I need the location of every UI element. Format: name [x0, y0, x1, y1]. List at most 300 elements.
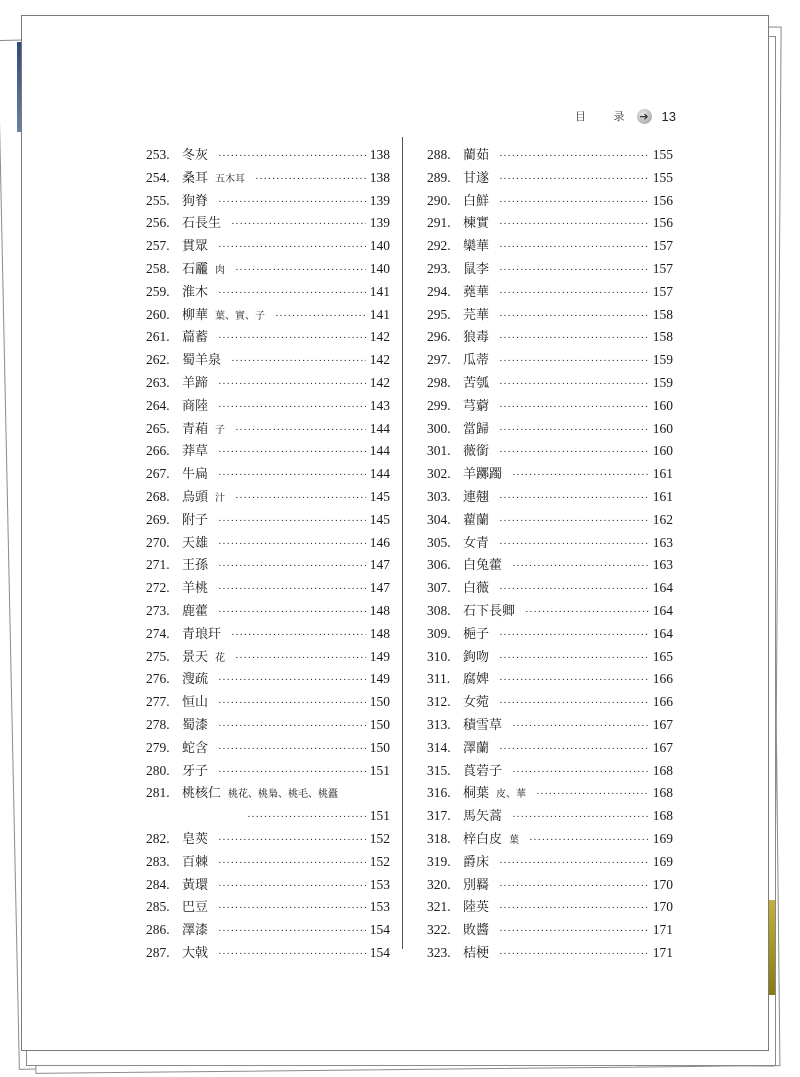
toc-entry[interactable] — [427, 942, 673, 965]
entry-number: 280. — [146, 762, 170, 778]
entry-page-number: 150 — [369, 716, 390, 732]
entry-page-number: 139 — [369, 215, 390, 231]
entry-number: 282. — [146, 830, 170, 846]
entry-title: 淮木 — [182, 284, 209, 300]
entry-page-number: 152 — [369, 830, 390, 846]
leader-dots — [499, 173, 649, 185]
toc-entry[interactable] — [427, 760, 673, 783]
toc-entry[interactable] — [427, 896, 673, 919]
entry-page-number: 147 — [369, 557, 390, 573]
leader-dots — [235, 652, 366, 664]
toc-entry[interactable] — [146, 737, 390, 760]
entry-page-number: 144 — [369, 420, 390, 436]
entry-page-number: 153 — [369, 899, 390, 915]
entry-number: 289. — [427, 169, 451, 185]
toc-entry[interactable] — [427, 623, 673, 646]
entry-number: 301. — [427, 443, 451, 459]
toc-entry[interactable] — [427, 167, 673, 190]
entry-title: 藺茹 — [463, 148, 490, 163]
entry-number: 318. — [427, 830, 451, 846]
leader-dots — [255, 173, 366, 185]
entry-page-number: 148 — [369, 625, 390, 641]
toc-entry[interactable] — [427, 372, 673, 395]
toc-entry[interactable] — [146, 760, 390, 783]
entry-title: 澤漆 — [182, 923, 209, 939]
toc-left-column — [146, 144, 390, 965]
entry-title: 羊桃 — [182, 581, 209, 597]
entry-page-number: 170 — [652, 899, 673, 915]
toc-entry[interactable] — [146, 190, 390, 213]
toc-entry[interactable] — [146, 782, 390, 805]
entry-title: 冬灰 — [182, 148, 209, 163]
toc-entry[interactable] — [146, 714, 390, 737]
leader-dots — [499, 332, 649, 344]
entry-title: 天雄 — [182, 535, 209, 551]
toc-entry[interactable] — [146, 395, 390, 418]
entry-page-number: 160 — [652, 397, 673, 413]
entry-title: 溲疏 — [182, 672, 209, 688]
leader-dots — [218, 583, 366, 595]
entry-title: 附子 — [182, 512, 209, 528]
entry-number: 303. — [427, 488, 451, 504]
leader-dots — [235, 424, 366, 436]
leader-dots — [218, 925, 366, 937]
entry-title: 石龗 — [182, 261, 209, 277]
leader-dots — [218, 697, 366, 709]
entry-number: 295. — [427, 306, 451, 322]
leader-dots — [499, 857, 649, 869]
entry-page-number: 159 — [652, 352, 673, 368]
entry-title: 巴豆 — [182, 900, 209, 916]
leader-dots — [512, 560, 649, 572]
toc-entry[interactable] — [146, 828, 390, 851]
entry-page-number: 149 — [369, 671, 390, 687]
entry-number: 305. — [427, 534, 451, 550]
entry-number: 297. — [427, 352, 451, 368]
entry-page-number: 151 — [369, 808, 390, 824]
toc-entry[interactable] — [427, 326, 673, 349]
entry-page-number: 171 — [652, 944, 673, 960]
entry-page-number: 157 — [652, 260, 673, 276]
entry-number: 319. — [427, 853, 451, 869]
entry-title: 芫華 — [463, 307, 490, 323]
toc-entry[interactable] — [427, 577, 673, 600]
toc-entry[interactable] — [146, 532, 390, 555]
toc-entry[interactable] — [146, 919, 390, 942]
toc-entry[interactable] — [427, 235, 673, 258]
entry-title: 白鮮 — [463, 193, 490, 209]
entry-number: 314. — [427, 739, 451, 755]
entry-title: 柳華 — [182, 307, 209, 323]
entry-page-number: 147 — [369, 580, 390, 596]
leader-dots — [499, 378, 649, 390]
toc-entry[interactable] — [427, 463, 673, 486]
entry-title: 甘遂 — [463, 170, 490, 186]
leader-dots — [275, 310, 366, 322]
entry-title: 別羇 — [463, 877, 490, 893]
toc-entry[interactable] — [146, 258, 390, 281]
entry-title: 烏頭 — [182, 489, 209, 505]
cover-edge-olive — [769, 900, 775, 995]
entry-number: 277. — [146, 694, 170, 710]
toc-entry[interactable] — [427, 418, 673, 441]
entry-title: 黃環 — [182, 877, 209, 893]
leader-dots — [499, 515, 649, 527]
leader-dots — [218, 378, 366, 390]
entry-page-number: 163 — [652, 534, 673, 550]
entry-subtitle: 肉 — [215, 264, 226, 276]
toc-entry[interactable] — [427, 805, 673, 828]
entry-number: 267. — [146, 466, 170, 482]
entry-title: 青葙 — [182, 421, 209, 437]
leader-dots — [525, 606, 649, 618]
entry-title: 景天 — [182, 649, 209, 665]
entry-subtitle: 汁 — [215, 492, 226, 504]
entry-page-number: 167 — [652, 739, 673, 755]
entry-title: 蜀羊泉 — [182, 353, 222, 369]
toc-entry[interactable] — [146, 623, 390, 646]
entry-title: 羊蹄 — [182, 375, 209, 391]
toc-entry[interactable] — [427, 851, 673, 874]
entry-page-number: 138 — [369, 169, 390, 185]
toc-entry[interactable] — [427, 828, 673, 851]
entry-title: 敗醬 — [463, 923, 490, 939]
leader-dots — [499, 401, 649, 413]
entry-subtitle: 花 — [215, 652, 226, 664]
entry-number: 263. — [146, 374, 170, 390]
entry-number: 253. — [146, 147, 170, 162]
entry-subtitle: 五木耳 — [215, 173, 246, 185]
entry-title: 狗脊 — [182, 193, 209, 209]
entry-title: 欒華 — [463, 239, 490, 255]
entry-title: 桔梗 — [463, 945, 490, 961]
toc-entry[interactable] — [427, 509, 673, 532]
entry-number: 272. — [146, 580, 170, 596]
toc-entry[interactable] — [146, 691, 390, 714]
entry-title: 女菀 — [463, 695, 490, 711]
entry-number: 316. — [427, 785, 451, 801]
leader-dots — [231, 355, 366, 367]
entry-title: 蜀漆 — [182, 717, 209, 733]
entry-number: 266. — [146, 443, 170, 459]
entry-title: 腐婢 — [463, 672, 490, 688]
entry-page-number: 160 — [652, 420, 673, 436]
entry-title: 石長生 — [182, 216, 222, 232]
entry-title: 狼毒 — [463, 330, 490, 346]
leader-dots — [499, 902, 649, 914]
entry-title: 瓜蒂 — [463, 353, 490, 369]
entry-page-number: 158 — [652, 329, 673, 345]
entry-page-number: 164 — [652, 602, 673, 618]
entry-number: 264. — [146, 397, 170, 413]
entry-number: 293. — [427, 260, 451, 276]
entry-page-number: 140 — [369, 238, 390, 254]
leader-dots — [499, 150, 649, 162]
entry-page-number: 160 — [652, 443, 673, 459]
toc-entry[interactable] — [146, 326, 390, 349]
leader-dots — [499, 310, 649, 322]
entry-number: 259. — [146, 283, 170, 299]
toc-entry[interactable] — [427, 691, 673, 714]
toc-entry[interactable] — [146, 281, 390, 304]
toc-entry[interactable] — [427, 349, 673, 372]
entry-page-number: 142 — [369, 329, 390, 345]
section-title: 目 录 — [575, 110, 637, 123]
entry-number: 270. — [146, 534, 170, 550]
toc-entry[interactable] — [146, 554, 390, 577]
entry-number: 304. — [427, 511, 451, 527]
entry-page-number: 141 — [369, 306, 390, 322]
entry-page-number: 148 — [369, 602, 390, 618]
entry-subtitle: 桃花、桃梟、桃毛、桃蠹 — [228, 789, 339, 801]
leader-dots — [499, 492, 649, 504]
entry-title: 鼠李 — [463, 261, 490, 277]
entry-page-number: 142 — [369, 374, 390, 390]
entry-number: 298. — [427, 374, 451, 390]
entry-page-number: 163 — [652, 557, 673, 573]
toc-entry[interactable] — [146, 440, 390, 463]
toc-entry[interactable] — [146, 167, 390, 190]
column-divider — [402, 137, 403, 949]
leader-dots — [499, 743, 649, 755]
toc-entry[interactable] — [146, 600, 390, 623]
toc-entry[interactable] — [427, 395, 673, 418]
entry-page-number: 168 — [652, 808, 673, 824]
entry-page-number: 161 — [652, 488, 673, 504]
leader-dots — [218, 743, 366, 755]
entry-page-number: 145 — [369, 511, 390, 527]
leader-dots — [499, 652, 649, 664]
arrow-right-circle-icon: ➔ — [637, 109, 652, 124]
toc-entry[interactable] — [427, 782, 673, 805]
toc-entry[interactable] — [427, 212, 673, 235]
entry-number: 275. — [146, 648, 170, 664]
entry-page-number: 162 — [652, 511, 673, 527]
entry-subtitle: 葉 — [509, 834, 520, 846]
leader-dots — [218, 834, 366, 846]
entry-page-number: 164 — [652, 625, 673, 641]
entry-title: 貫眾 — [182, 239, 209, 255]
toc-entry[interactable] — [427, 532, 673, 555]
leader-dots — [218, 332, 366, 344]
entry-page-number: 144 — [369, 466, 390, 482]
entry-subtitle: 葉、實、子 — [215, 310, 266, 322]
toc-entry[interactable] — [146, 851, 390, 874]
entry-title: 桃核仁 — [182, 786, 222, 802]
entry-page-number: 150 — [369, 694, 390, 710]
entry-number: 323. — [427, 944, 451, 960]
entry-title: 梓白皮 — [463, 831, 503, 847]
entry-page-number: 166 — [652, 694, 673, 710]
toc-entry[interactable] — [146, 646, 390, 669]
leader-dots — [536, 788, 649, 800]
entry-title: 爵床 — [463, 854, 490, 870]
entry-title: 藋蘭 — [463, 512, 490, 528]
running-header — [575, 108, 676, 124]
entry-page-number: 152 — [369, 853, 390, 869]
entry-page-number: 145 — [369, 488, 390, 504]
leader-dots — [218, 538, 366, 550]
toc-entry[interactable] — [146, 896, 390, 919]
entry-title: 白兔藿 — [463, 558, 503, 574]
entry-number: 317. — [427, 808, 451, 824]
entry-number: 283. — [146, 853, 170, 869]
toc-entry[interactable] — [427, 554, 673, 577]
entry-number: 254. — [146, 169, 170, 185]
entry-number: 274. — [146, 625, 170, 641]
entry-title: 皂莢 — [182, 831, 209, 847]
leader-dots — [499, 264, 649, 276]
leader-dots — [235, 264, 366, 276]
leader-dots — [218, 560, 366, 572]
entry-page-number: 139 — [369, 192, 390, 208]
entry-number: 307. — [427, 580, 451, 596]
entry-number: 287. — [146, 944, 170, 960]
leader-dots — [218, 902, 366, 914]
entry-page-number: 161 — [652, 466, 673, 482]
leader-dots — [231, 218, 366, 230]
toc-entry[interactable] — [146, 235, 390, 258]
leader-dots — [218, 880, 366, 892]
leader-dots — [218, 446, 366, 458]
leader-dots — [499, 241, 649, 253]
entry-number: 311. — [427, 671, 451, 687]
entry-number: 276. — [146, 671, 170, 687]
toc-entry[interactable] — [427, 258, 673, 281]
toc-entry[interactable] — [146, 212, 390, 235]
entry-title: 百棘 — [182, 854, 209, 870]
entry-page-number: 138 — [369, 147, 390, 162]
toc-entry[interactable] — [427, 144, 673, 167]
toc-entry[interactable] — [146, 874, 390, 897]
entry-page-number: 153 — [369, 876, 390, 892]
toc-entry[interactable] — [427, 600, 673, 623]
toc-entry[interactable] — [146, 372, 390, 395]
entry-number: 255. — [146, 192, 170, 208]
toc-entry[interactable] — [427, 714, 673, 737]
entry-title: 苦瓠 — [463, 375, 490, 391]
leader-dots — [235, 492, 366, 504]
leader-dots — [512, 469, 649, 481]
entry-title: 薇銜 — [463, 444, 490, 460]
toc-entry[interactable] — [146, 349, 390, 372]
entry-number: 294. — [427, 283, 451, 299]
leader-dots — [499, 218, 649, 230]
toc-entry[interactable] — [427, 874, 673, 897]
entry-subtitle: 皮、華 — [496, 789, 527, 801]
leader-dots — [218, 196, 366, 208]
leader-dots — [218, 674, 366, 686]
entry-page-number: 141 — [369, 283, 390, 299]
leader-dots — [218, 606, 366, 618]
entry-title: 陸英 — [463, 900, 490, 916]
entry-subtitle: 子 — [215, 424, 226, 436]
entry-number: 310. — [427, 648, 451, 664]
entry-title: 石下長卿 — [463, 603, 516, 619]
entry-number: 265. — [146, 420, 170, 436]
entry-number: 271. — [146, 557, 170, 573]
entry-number: 302. — [427, 466, 451, 482]
leader-dots — [512, 811, 649, 823]
toc-entry[interactable] — [146, 418, 390, 441]
entry-page-number: 159 — [652, 374, 673, 390]
entry-title: 鉤吻 — [463, 649, 490, 665]
entry-number: 312. — [427, 694, 451, 710]
entry-number: 268. — [146, 488, 170, 504]
toc-entry[interactable] — [427, 281, 673, 304]
entry-page-number: 143 — [369, 397, 390, 413]
entry-number: 256. — [146, 215, 170, 231]
entry-number: 320. — [427, 876, 451, 892]
toc-entry[interactable] — [427, 304, 673, 327]
entry-title: 王孫 — [182, 558, 209, 574]
leader-dots — [499, 948, 649, 960]
toc-entry[interactable] — [427, 440, 673, 463]
leader-dots — [499, 880, 649, 892]
toc-entry[interactable] — [427, 646, 673, 669]
toc-entry[interactable] — [427, 737, 673, 760]
entry-number: 315. — [427, 762, 451, 778]
toc-entry[interactable] — [146, 509, 390, 532]
entry-title: 梔子 — [463, 626, 490, 642]
leader-dots — [218, 515, 366, 527]
leader-dots — [512, 766, 649, 778]
entry-title: 鹿藿 — [182, 603, 209, 619]
entry-title: 桐葉 — [463, 786, 490, 802]
toc-entry[interactable] — [427, 919, 673, 942]
entry-page-number: 151 — [369, 762, 390, 778]
entry-title: 蛇含 — [182, 740, 209, 756]
entry-page-number: 156 — [652, 192, 673, 208]
entry-number: 288. — [427, 147, 451, 162]
entry-title: 大戟 — [182, 945, 209, 961]
entry-page-number: 150 — [369, 739, 390, 755]
entry-page-number: 158 — [652, 306, 673, 322]
leader-dots — [218, 241, 366, 253]
toc-entry[interactable] — [146, 668, 390, 691]
entry-title: 莽草 — [182, 444, 209, 460]
entry-page-number: 142 — [369, 352, 390, 368]
entry-title: 芎藭 — [463, 398, 490, 414]
entry-title: 桑耳 — [182, 170, 209, 186]
toc-entry[interactable] — [146, 144, 390, 167]
entry-page-number: 169 — [652, 830, 673, 846]
entry-number: 291. — [427, 215, 451, 231]
toc-entry[interactable] — [146, 304, 390, 327]
toc-entry[interactable] — [146, 805, 390, 828]
entry-number: 284. — [146, 876, 170, 892]
entry-page-number: 166 — [652, 671, 673, 687]
entry-number: 299. — [427, 397, 451, 413]
toc-entry[interactable] — [146, 942, 390, 965]
toc-entry[interactable] — [427, 486, 673, 509]
toc-entry[interactable] — [146, 463, 390, 486]
leader-dots — [499, 446, 649, 458]
entry-page-number: 140 — [369, 260, 390, 276]
toc-entry[interactable] — [146, 577, 390, 600]
leader-dots — [499, 674, 649, 686]
entry-page-number: 154 — [369, 922, 390, 938]
leader-dots — [218, 720, 366, 732]
toc-entry[interactable] — [427, 190, 673, 213]
leader-dots — [499, 355, 649, 367]
entry-title: 澤蘭 — [463, 740, 490, 756]
toc-entry[interactable] — [146, 486, 390, 509]
leader-dots — [218, 150, 366, 162]
entry-page-number: 169 — [652, 853, 673, 869]
toc-entry[interactable] — [427, 668, 673, 691]
entry-number: 281. — [146, 785, 170, 801]
